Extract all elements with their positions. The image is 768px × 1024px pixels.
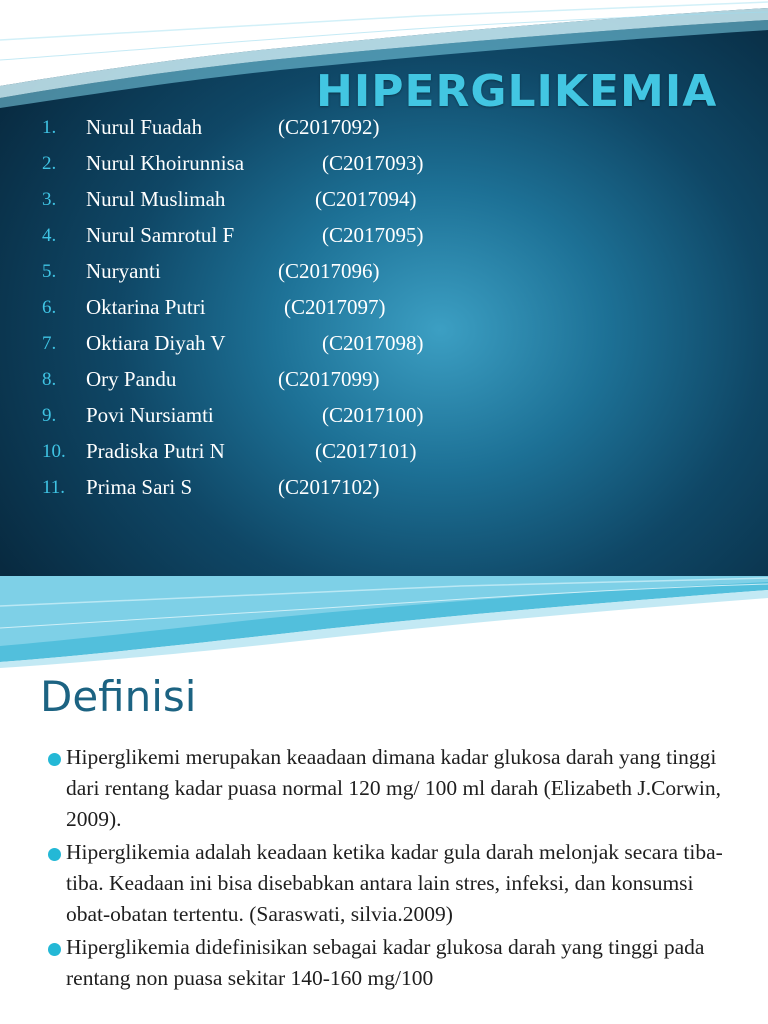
member-row [0,364,768,400]
member-row [0,328,768,364]
member-list [0,112,768,508]
slide2-title: Definisi [40,672,197,721]
member-name: Nurul Fuadah [86,115,203,139]
definition-text: Hiperglikemi merupakan keaadaan dimana kadar glukosa darah yang tinggi dari rentang kadar puasa normal 120 mg/ 100 ml darah (Elizabeth J.Corwin, 2009). [66,745,721,831]
member-number: 2. [42,153,57,174]
member-number: 4. [42,225,57,246]
member-code: (C2017101) [315,439,417,463]
member-name: Nuryanti [86,259,161,283]
member-number: 10. [42,441,66,462]
slide2-wave-decoration [0,576,768,676]
member-code: (C2017099) [278,367,380,391]
member-name: Nurul Khoirunnisa [86,151,245,175]
bullet-icon [48,943,61,956]
member-name: Povi Nursiamti [86,403,214,427]
member-code: (C2017097) [284,295,386,319]
member-row [0,112,768,148]
member-number: 3. [42,189,57,210]
member-code: (C2017094) [315,187,417,211]
member-code: (C2017102) [278,475,380,499]
member-number: 7. [42,333,57,354]
member-name: Oktiara Diyah V [86,331,226,355]
member-name: Prima Sari S [86,475,193,499]
member-code: (C2017098) [322,331,424,355]
definition-item [46,932,736,994]
bullet-icon [48,753,61,766]
member-code: (C2017100) [322,403,424,427]
member-name: Pradiska Putri N [86,439,225,463]
member-number: 1. [42,117,57,138]
bullet-icon [48,848,61,861]
member-number: 9. [42,405,57,426]
definition-list [46,742,736,996]
member-number: 8. [42,369,57,390]
member-name: Oktarina Putri [86,295,206,319]
member-number: 11. [42,477,66,498]
slide-definition [0,576,768,1024]
member-row [0,220,768,256]
definition-text: Hiperglikemia adalah keadaan ketika kadar gula darah melonjak secara tiba-tiba. Keadaan ini bisa disebabkan antara lain stres, infeksi, dan konsumsi obat-obatan tertentu. (Saraswati, silvia.2009) [66,840,723,926]
member-row [0,472,768,508]
member-row [0,400,768,436]
member-code: (C2017093) [322,151,424,175]
definition-item [46,837,736,930]
member-number: 6. [42,297,57,318]
member-name: Nurul Samrotul F [86,223,235,247]
member-name: Nurul Muslimah [86,187,226,211]
definition-text: Hiperglikemia didefinisikan sebagai kadar glukosa darah yang tinggi pada rentang non puasa sekitar 140-160 mg/100 [66,935,705,990]
member-row [0,436,768,472]
member-name: Ory Pandu [86,367,177,391]
member-code: (C2017096) [278,259,380,283]
slide1-title: HIPERGLIKEMIA [316,66,718,117]
member-row [0,292,768,328]
member-row [0,148,768,184]
member-row [0,184,768,220]
member-code: (C2017092) [278,115,380,139]
definition-item [46,742,736,835]
member-code: (C2017095) [322,223,424,247]
member-row [0,256,768,292]
member-number: 5. [42,261,57,282]
